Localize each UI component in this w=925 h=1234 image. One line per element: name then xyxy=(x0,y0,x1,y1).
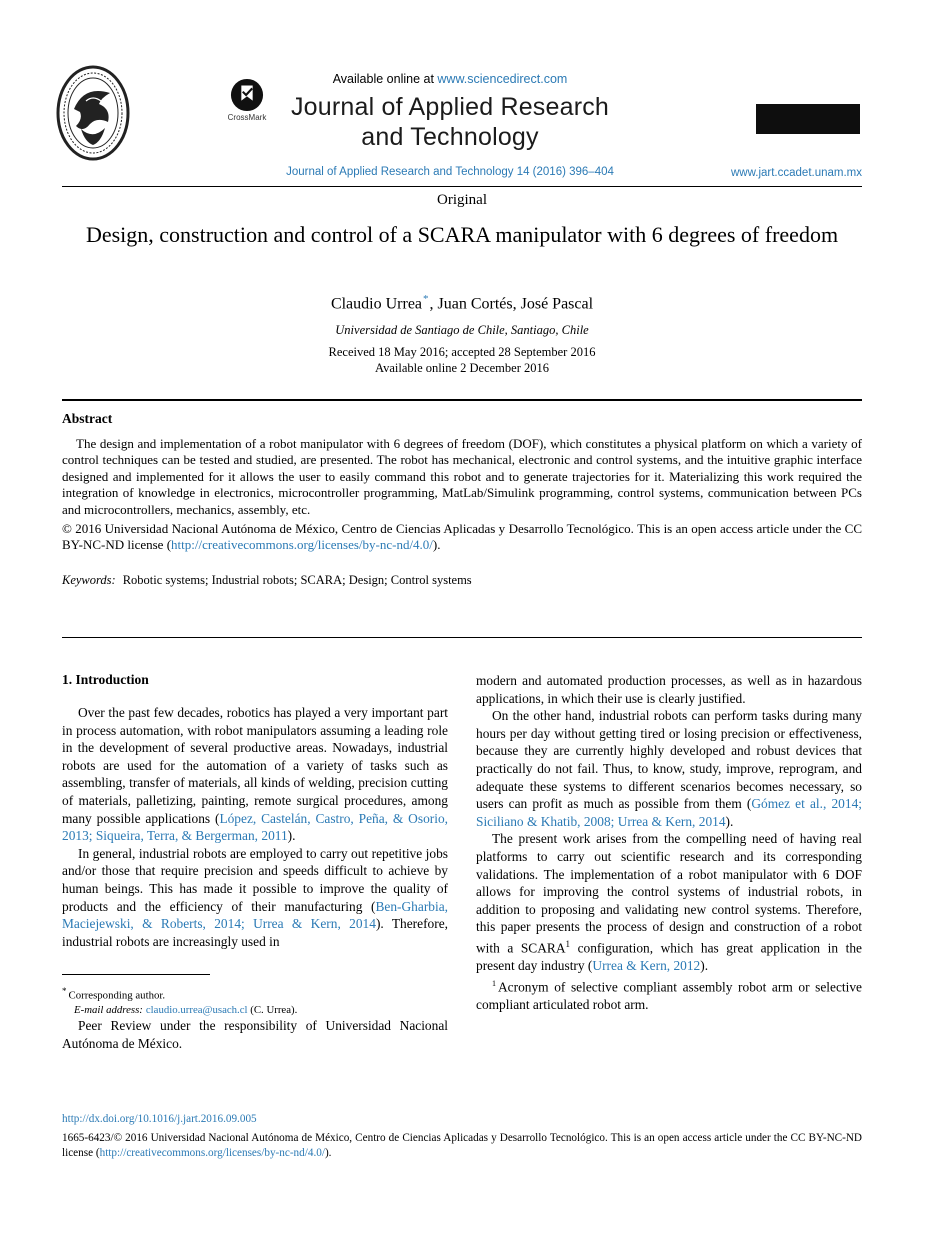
available-online-date: Available online 2 December 2016 xyxy=(374,361,549,375)
p1-end: ). xyxy=(287,828,296,844)
abstract-copyright xyxy=(62,521,862,554)
crossmark-label: CrossMark xyxy=(227,113,267,122)
intro-paragraph-5 xyxy=(476,830,862,974)
p5-mid: configuration, which has great application in the present day industry ( xyxy=(476,940,862,973)
doi-link[interactable]: http://dx.doi.org/10.1016/j.jart.2016.09.005 xyxy=(62,1113,257,1125)
footnote-1-text: Acronym of selective compliant assembly robot arm or selective compliant articulated robot arm. xyxy=(476,979,862,1012)
keywords-label: Keywords: xyxy=(62,572,116,587)
email-post: (C. Urrea). xyxy=(247,1003,298,1016)
authors-rest: , Juan Cortés, José Pascal xyxy=(429,295,594,313)
citation-lopez-siqueira[interactable]: López, Castelán, Castro, Peña, & Osorio, 2013; Siqueira, Terra, & Bergerman, 2011 xyxy=(62,810,448,844)
right-column xyxy=(476,672,862,1052)
footnote-separator xyxy=(62,974,210,975)
unam-logo xyxy=(56,64,130,162)
journal-name-line2: and Technology xyxy=(361,123,539,151)
issn-close: ). xyxy=(324,1147,332,1159)
p4-text: On the other hand, industrial robots can perform tasks during many hours per day without getting tired or losing precision or effectiveness, because they are currently highly developed and robust devices that practically do not fail. Thus, to know, study, improve, reprogram, and adequate these systems to different scenarios becomes necessary, so users can profit as much as possible from them ( xyxy=(476,708,862,812)
author-line xyxy=(62,293,862,313)
corresponding-line xyxy=(62,984,448,1003)
article-body xyxy=(62,672,862,1052)
copyright-close: ). xyxy=(432,537,441,553)
p2-end: ). Therefore, industrial robots are increasingly used in xyxy=(62,916,448,949)
section-heading-introduction: 1. Introduction xyxy=(62,672,149,687)
keywords-line xyxy=(62,573,862,588)
p2-text: In general, industrial robots are employed to carry out repetitive jobs and/or those that require precision and speeds difficult to achieve by human beings. This has made it possible to improve the quality of products and the efficiency of their manufacturing ( xyxy=(62,845,448,914)
corresponding-author-note xyxy=(62,984,448,1017)
journal-name-line1: Journal of Applied Research xyxy=(290,93,610,121)
footnote-1-number: 1 xyxy=(492,978,496,988)
journal-logotype xyxy=(235,92,665,152)
journal-citation-link[interactable]: Journal of Applied Research and Technology 14 (2016) 396–404 xyxy=(286,166,614,178)
journal-site-url-wrap xyxy=(700,167,862,179)
citation-bengharbia-urrea[interactable]: Ben-Gharbia, Maciejewski, & Roberts, 2014; Urrea & Kern, 2014 xyxy=(62,898,448,932)
journal-cover-thumbnail xyxy=(756,104,860,134)
p4-end: ). xyxy=(725,813,734,829)
journal-site-link[interactable]: www.jart.ccadet.unam.mx xyxy=(730,167,862,179)
footer-cc-license-link[interactable]: http://creativecommons.org/licenses/by-nc-nd/4.0/ xyxy=(99,1147,325,1159)
copyright-text: © 2016 Universidad Nacional Autónoma de México, Centro de Ciencias Aplicadas y Desarrollo Tecnológico. This is an open access article under the CC BY-NC-ND license ( xyxy=(62,521,862,553)
email-line xyxy=(62,1003,448,1017)
doi-line xyxy=(62,1112,862,1127)
issn-copyright-line xyxy=(62,1131,862,1161)
cc-license-link[interactable]: http://creativecommons.org/licenses/by-nc-nd/4.0/ xyxy=(171,537,433,553)
intro-paragraph-3: modern and automated production processes, as well as in hazardous applications, in which their use is clearly justified. xyxy=(476,673,862,706)
footnote-star: * xyxy=(62,986,67,997)
keywords-text: Robotic systems; Industrial robots; SCARA; Design; Control systems xyxy=(122,572,472,587)
article-title: Design, construction and control of a SCARA manipulator with 6 degrees of freedom xyxy=(85,222,839,247)
page-footer xyxy=(62,1112,862,1161)
corresponding-text: Corresponding author. xyxy=(68,989,166,1002)
header-divider xyxy=(62,186,862,187)
p5-end: ). xyxy=(700,957,709,973)
p1-text: Over the past few decades, robotics has played a very important part in process automation, with robot manipulators assuming a leading role in the development of several productive areas. Nowadays, industrial robots are used for the automation of a variety of tasks such as assembling, transfer of materials, all kinds of welding, precision cutting of materials, palletizing, painting, remote surgical procedures, among many possible applications ( xyxy=(62,705,448,826)
footnote-1 xyxy=(476,975,862,1014)
affiliation: Universidad de Santiago de Chile, Santiago, Chile xyxy=(335,323,589,337)
email-label: E-mail address: xyxy=(74,1003,143,1016)
citation-gomez-siciliano[interactable]: Gómez et al., 2014; Siciliano & Khatib, 2008; Urrea & Kern, 2014 xyxy=(476,796,862,829)
peer-review-note: Peer Review under the responsibility of Universidad Nacional Autónoma de México. xyxy=(62,1017,448,1051)
article-type: Original xyxy=(437,192,487,208)
citation-urrea-kern-2012[interactable]: Urrea & Kern, 2012 xyxy=(592,957,701,973)
corresponding-author-mark[interactable]: * xyxy=(423,293,429,305)
keywords-bottom-divider xyxy=(62,637,862,638)
abstract-text: The design and implementation of a robot manipulator with 6 degrees of freedom (DOF), which constitutes a physical platform on which a variety of control techniques can be tested and studied, are presented. The robot has mechanical, electronic and control systems, and the intuitive graphic interface designed and implemented for it allows the user to easily command this robot and to generate trajectories for it. Materializing this work required the integration of knowledge in electronics, microcontroller programming, MatLab/Simulink programming, control systems, communication between PCs and microcontrollers, mechanics, assembly, etc. xyxy=(62,436,862,517)
p5-text: The present work arises from the compelling need of having real platforms to carry out scientific research and its corresponding validations. The implementation of a robot manipulator with 6 DOF allows for improving the control systems of industrial robots, in addition to proposing and validating new control systems. Therefore, this paper presents the process of design and construction of a robot with a SCARA xyxy=(476,831,862,956)
intro-paragraph-4 xyxy=(476,707,862,830)
author-claudio-urrea: Claudio Urrea xyxy=(330,295,423,313)
available-online-line xyxy=(250,72,650,86)
abstract-top-divider xyxy=(62,399,862,401)
received-accepted-line: Received 18 May 2016; accepted 28 September 2016 xyxy=(328,345,596,359)
left-column xyxy=(62,672,448,1052)
email-link[interactable]: claudio.urrea@usach.cl xyxy=(145,1003,248,1016)
intro-paragraph-1 xyxy=(62,704,448,845)
abstract-section xyxy=(62,411,862,588)
issn-text: 1665-6423/© 2016 Universidad Nacional Autónoma de México, Centro de Ciencias Aplicadas y Desarrollo Tecnológico. This is an open access article under the CC BY-NC-ND license ( xyxy=(62,1132,862,1159)
footnote-1-reference[interactable]: 1 xyxy=(565,938,571,949)
abstract-heading: Abstract xyxy=(62,411,113,426)
available-online-label: Available online at xyxy=(332,72,434,86)
sciencedirect-link[interactable]: www.sciencedirect.com xyxy=(437,72,568,86)
journal-citation-line xyxy=(250,166,650,178)
intro-paragraph-2 xyxy=(62,845,448,951)
